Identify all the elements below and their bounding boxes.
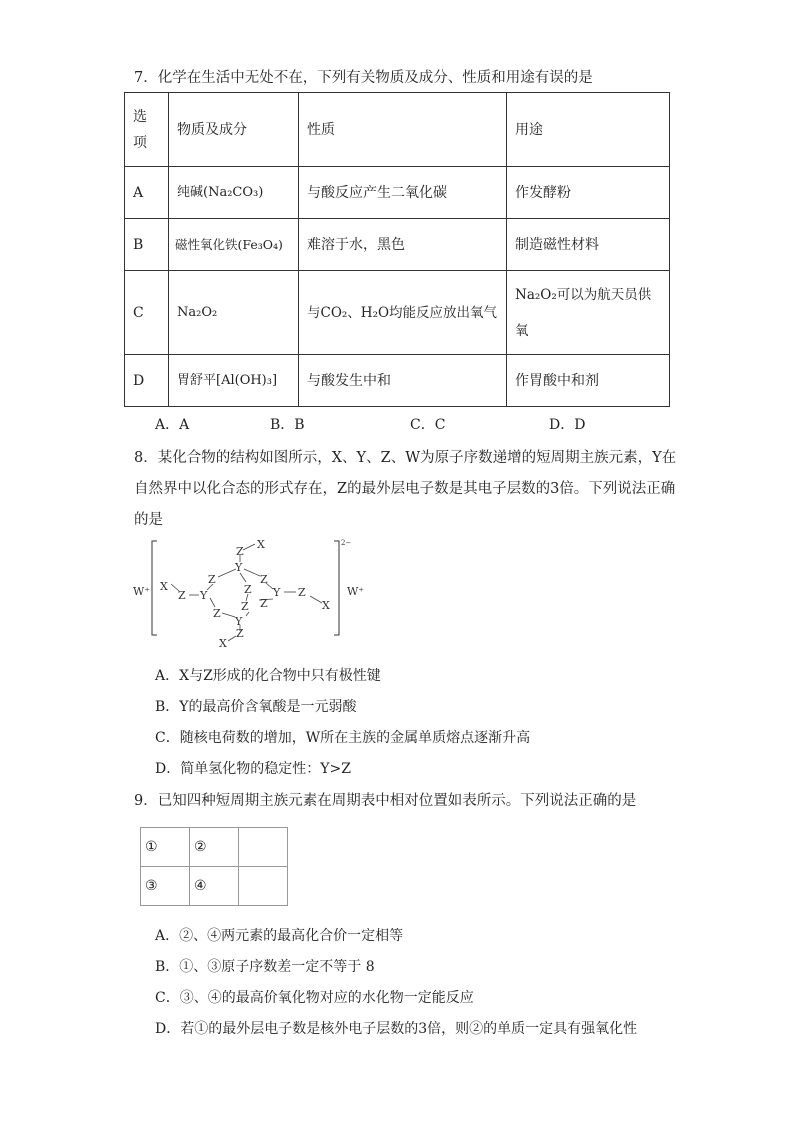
atom-z: Z — [244, 583, 252, 596]
q9-option-d[interactable]: D．若①的最外层电子数是核外电子层数的3倍，则②的单质一定具有强氧化性 — [155, 1021, 638, 1037]
charge-label: 2− — [341, 539, 352, 547]
q7-row-use: 作发酵粉 — [507, 167, 670, 219]
q7-table — [124, 92, 670, 407]
q8-stem-line-1: 8．某化合物的结构如图所示，X、Y、Z、W为原子序数递增的短周期主族元素，Y在 — [134, 450, 677, 466]
q9-option-a[interactable]: A．②、④两元素的最高化合价一定相等 — [155, 928, 404, 944]
q8-option-d[interactable]: D．简单氢化物的稳定性：Y>Z — [155, 761, 351, 777]
q8-option-c[interactable]: C．随核电荷数的增加，W所在主族的金属单质熔点逐渐升高 — [155, 730, 531, 746]
q7-row-label: B — [125, 219, 169, 271]
q7-row-substance: 磁性氧化铁(Fe₃O₄) — [169, 219, 299, 271]
q7-row-property: 难溶于水，黑色 — [299, 219, 507, 271]
atom-x: X — [160, 580, 168, 593]
atom-z: Z — [241, 600, 249, 613]
q7-row-use: Na₂O₂可以为航天员供氧 — [507, 271, 670, 355]
atom-y: Y — [273, 586, 281, 599]
q9-option-c[interactable]: C．③、④的最高价氧化物对应的水化物一定能反应 — [155, 990, 474, 1006]
cation-right: W⁺ — [347, 585, 365, 598]
q7-row-c — [125, 271, 670, 355]
q7-header-option: 选项 — [125, 93, 169, 167]
q7-row-substance: Na₂O₂ — [169, 271, 299, 355]
q7-row-label: D — [125, 355, 169, 407]
q9-table-row — [141, 828, 288, 867]
q9-option-b[interactable]: B．①、③原子序数差一定不等于 8 — [155, 959, 375, 975]
q7-header-use: 用途 — [507, 93, 670, 167]
q7-option-a[interactable]: A．A — [155, 417, 190, 433]
q9-cell-empty — [239, 867, 288, 906]
q7-header-property: 性质 — [299, 93, 507, 167]
atom-z: Z — [178, 589, 186, 602]
q7-row-label: A — [125, 167, 169, 219]
q9-table-row — [141, 867, 288, 906]
q8-stem-line-3: 的是 — [134, 512, 163, 528]
q7-row-property: 与酸发生中和 — [299, 355, 507, 407]
q7-row-property: 与酸反应产生二氧化碳 — [299, 167, 507, 219]
atom-y: Y — [235, 615, 243, 628]
atom-z: Z — [236, 545, 244, 558]
cation-left: W⁺ — [133, 585, 151, 598]
atom-y: Y — [235, 561, 243, 574]
atom-x: X — [219, 637, 227, 650]
left-bracket — [152, 541, 157, 635]
q7-row-label: C — [125, 271, 169, 355]
q8-stem-line-2: 自然界中以化合态的形式存在，Z的最外层电子数是其电子层数的3倍。下列说法正确 — [134, 481, 676, 497]
q7-title: 7．化学在生活中无处不在，下列有关物质及成分、性质和用途有误的是 — [134, 70, 593, 86]
q7-header-substance: 物质及成分 — [169, 93, 299, 167]
q7-row-substance: 胃舒平[Al(OH)₃] — [169, 355, 299, 407]
atoms — [160, 538, 330, 650]
q9-periodic-table — [140, 827, 288, 906]
q7-row-use: 制造磁性材料 — [507, 219, 670, 271]
q7-row-d — [125, 355, 670, 407]
q9-cell-2: ② — [190, 828, 239, 867]
q9-cell-empty — [239, 828, 288, 867]
atom-x: X — [322, 599, 330, 612]
q8-structure-diagram — [128, 537, 378, 655]
q7-option-d[interactable]: D．D — [549, 417, 586, 433]
atom-z: Z — [208, 573, 216, 586]
q7-row-b — [125, 219, 670, 271]
q9-title: 9．已知四种短周期主族元素在周期表中相对位置如表所示。下列说法正确的是 — [134, 793, 637, 809]
right-bracket — [334, 541, 339, 635]
atom-x: X — [257, 538, 265, 551]
q8-option-b[interactable]: B．Y的最高价含氧酸是一元弱酸 — [155, 699, 357, 715]
atom-z: Z — [298, 586, 306, 599]
atom-z: Z — [236, 627, 244, 640]
atom-z: Z — [213, 607, 221, 620]
q7-option-b[interactable]: B．B — [270, 417, 305, 433]
atom-y: Y — [200, 589, 208, 602]
q9-cell-1: ① — [141, 828, 190, 867]
atom-z: Z — [260, 573, 268, 586]
q9-cell-4: ④ — [190, 867, 239, 906]
q7-row-property: 与CO₂、H₂O均能反应放出氧气 — [299, 271, 507, 355]
q9-cell-3: ③ — [141, 867, 190, 906]
q7-row-substance: 纯碱(Na₂CO₃) — [169, 167, 299, 219]
atom-z: Z — [260, 597, 268, 610]
q7-option-c[interactable]: C．C — [410, 417, 446, 433]
q8-option-a[interactable]: A．X与Z形成的化合物中只有极性键 — [155, 668, 381, 684]
q7-row-use: 作胃酸中和剂 — [507, 355, 670, 407]
q7-row-a — [125, 167, 670, 219]
q7-header-row — [125, 93, 670, 167]
